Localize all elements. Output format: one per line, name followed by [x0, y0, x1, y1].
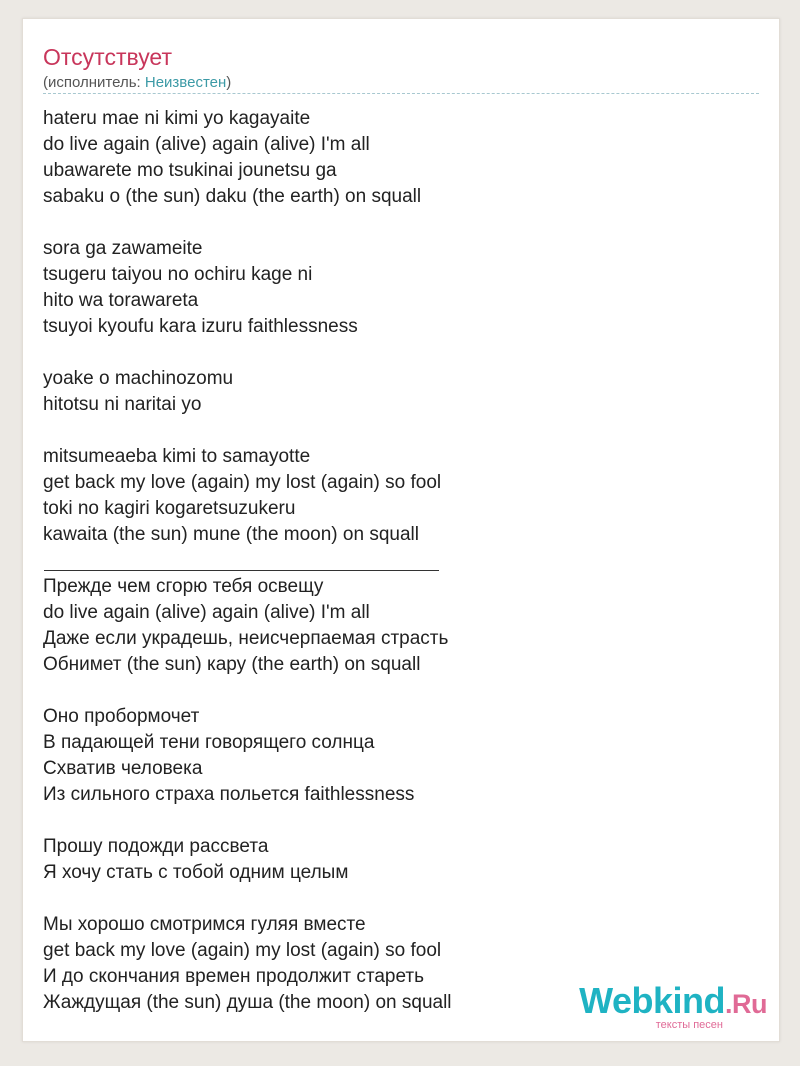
header-divider	[43, 93, 759, 94]
lyric-line: sora ga zawameite	[43, 238, 203, 259]
stanza-break	[43, 210, 743, 236]
lyric-line: toki no kagiri kogaretsuzukeru	[43, 498, 296, 519]
lyric-line: get back my love (again) my lost (again) so fool	[43, 940, 442, 961]
lyric-line: do live again (alive) again (alive) I'm all	[43, 602, 370, 623]
lyric-line: get back my love (again) my lost (again) so fool	[43, 472, 442, 493]
stanza-break	[43, 886, 743, 912]
lyric-line: Схватив человека	[43, 758, 203, 779]
song-title: Отсутствует	[43, 44, 172, 70]
lyric-line: sabaku o (the sun) daku (the earth) on squall	[43, 186, 422, 207]
lyric-line: kawaita (the sun) mune (the moon) on squall	[43, 524, 419, 545]
stanza-break	[43, 418, 743, 444]
lyric-line: yoake o machinozomu	[43, 368, 234, 389]
lyric-line: tsugeru taiyou no ochiru kage ni	[43, 264, 313, 285]
lyric-line: В падающей тени говорящего солнца	[43, 732, 375, 753]
artist-suffix: )	[226, 74, 232, 91]
lyric-line: hateru mae ni kimi yo kagayaite	[43, 108, 311, 129]
artist-prefix: (исполнитель:	[43, 74, 145, 91]
lyric-line: И до скончания времен продолжит стареть	[43, 966, 425, 987]
lyric-line: hito wa torawareta	[43, 290, 199, 311]
lyrics-sheet	[22, 18, 780, 1042]
lyrics-separator	[43, 548, 743, 574]
lyric-line: Жаждущая (the sun) душа (the moon) on squall	[43, 992, 452, 1013]
lyric-line: Обнимет (the sun) кару (the earth) on squall	[43, 654, 421, 675]
stanza-break	[43, 808, 743, 834]
lyric-line: Мы хорошо смотримся гуляя вместе	[43, 914, 366, 935]
logo-brand: Webkind	[579, 980, 725, 1021]
artist-link[interactable]: Неизвестен	[144, 74, 227, 91]
logo-wordmark	[579, 980, 767, 1022]
lyric-line: do live again (alive) again (alive) I'm all	[43, 134, 370, 155]
lyric-line: ubawarete mo tsukinai jounetsu ga	[43, 160, 337, 181]
artist-line	[43, 74, 231, 92]
webkind-logo[interactable]	[579, 980, 767, 1031]
lyric-line: Прошу подожди рассвета	[43, 836, 269, 857]
lyric-line: hitotsu ni naritai yo	[43, 394, 202, 415]
lyric-line: Оно пробормочет	[43, 706, 200, 727]
logo-tagline: тексты песен	[655, 1019, 723, 1031]
logo-tld: .Ru	[725, 989, 767, 1019]
lyric-line: Прежде чем сгорю тебя освещу	[43, 576, 324, 597]
stanza-break	[43, 678, 743, 704]
lyric-line: Даже если украдешь, неисчерпаемая страсть	[43, 628, 449, 649]
lyrics-body	[43, 106, 743, 1016]
lyric-line: mitsumeaeba kimi to samayotte	[43, 446, 311, 467]
lyric-line: tsuyoi kyoufu kara izuru faithlessness	[43, 316, 358, 337]
lyric-line: Из сильного страха польется faithlessness	[43, 784, 415, 805]
stanza-break	[43, 340, 743, 366]
lyric-line: Я хочу стать с тобой одним целым	[43, 862, 349, 883]
